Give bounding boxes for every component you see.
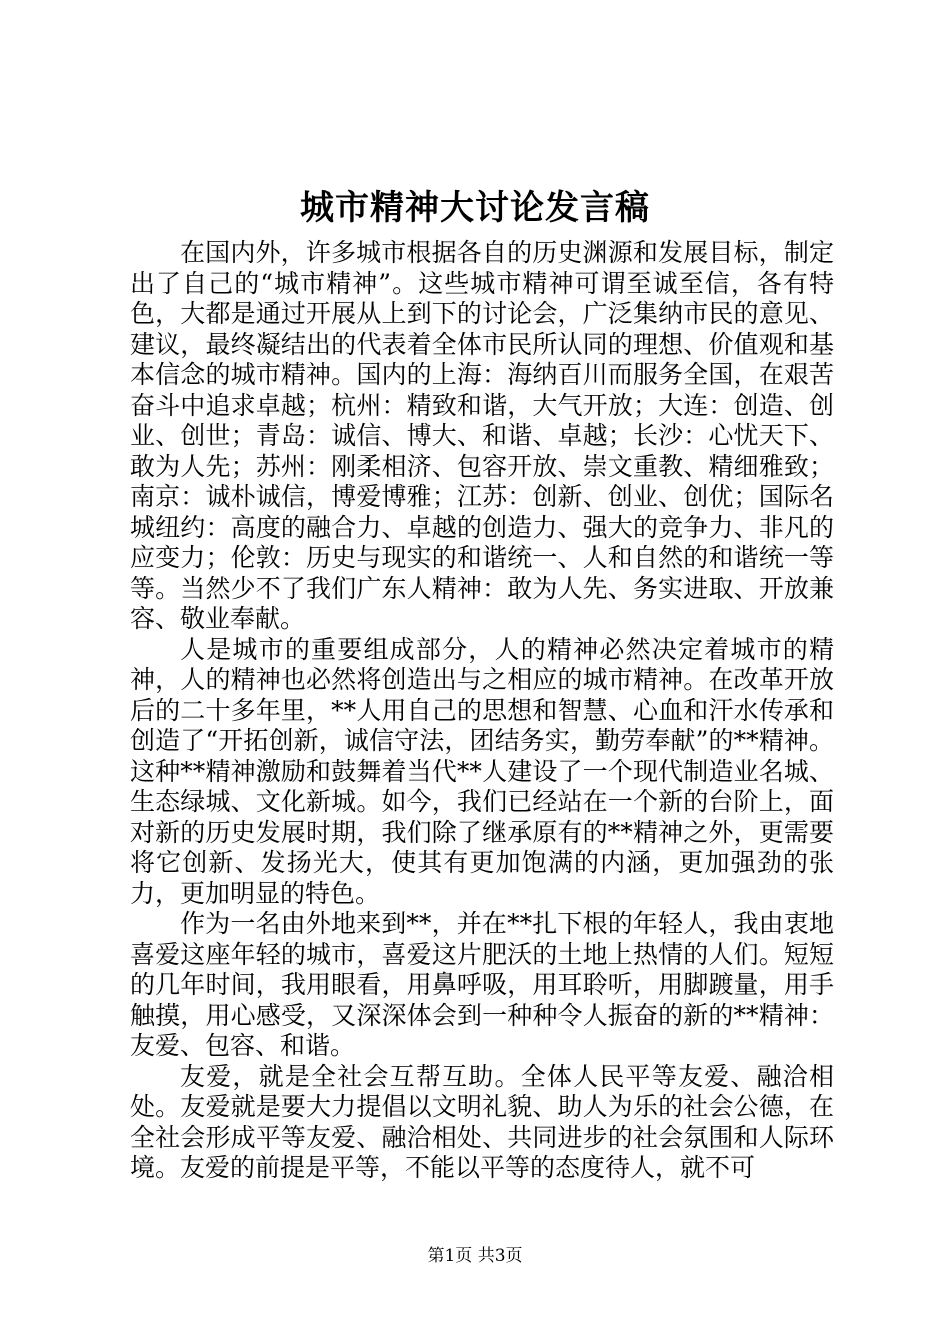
page-footer: 第1页 共3页 bbox=[427, 1246, 523, 1266]
paragraph: 人是城市的重要组成部分，人的精神必然决定着城市的精神，人的精神也必然将创造出与之相应的城市精神。在改革开放后的二十多年里，**人用自己的思想和智慧、心血和汗水传承和创造了“开拓创新，诚信守法，团结务实，勤劳奉献”的**精神。这种**精神激励和鼓舞着当代**人建设了一个现代制造业名城、生态绿城、文化新城。如今，我们已经站在一个新的台阶上，面对新的历史发展时期，我们除了继承原有的**精神之外，更需要将它创新、发扬光大，使其有更加饱满的内涵，更加强劲的张力，更加明显的特色。 bbox=[130, 634, 834, 908]
document-body bbox=[130, 238, 834, 1184]
paragraph: 作为一名由外地来到**，并在**扎下根的年轻人，我由衷地喜爱这座年轻的城市，喜爱这片肥沃的土地上热情的人们。短短的几年时间，我用眼看，用鼻呼吸，用耳聆听，用脚踱量，用手触摸，用心感受，又深深体会到一种种令人振奋的新的**精神：友爱、包容、和谐。 bbox=[130, 909, 834, 1060]
paragraph: 在国内外，许多城市根据各自的历史渊源和发展目标，制定出了自己的“城市精神”。这些城市精神可谓至诚至信，各有特色，大都是通过开展从上到下的讨论会，广泛集纳市民的意见、建议，最终凝结出的代表着全体市民所认同的理想、价值观和基本信念的城市精神。国内的上海：海纳百川而服务全国，在艰苦奋斗中追求卓越；杭州：精致和谐，大气开放；大连：创造、创业、创世；青岛：诚信、博大、和谐、卓越；长沙：心忧天下、敢为人先；苏州：刚柔相济、包容开放、崇文重教、精细雅致；南京：诚朴诚信，博爱博雅；江苏：创新、创业、创优；国际名城纽约：高度的融合力、卓越的创造力、强大的竞争力、非凡的应变力；伦敦：历史与现实的和谐统一、人和自然的和谐统一等等。当然少不了我们广东人精神：敢为人先、务实进取、开放兼容、敬业奉献。 bbox=[130, 238, 834, 633]
document-title: 城市精神大讨论发言稿 bbox=[300, 188, 650, 228]
paragraph: 友爱，就是全社会互帮互助。全体人民平等友爱、融洽相处。友爱就是要大力提倡以文明礼貌、助人为乐的社会公德，在全社会形成平等友爱、融洽相处、共同进步的社会氛围和人际环境。友爱的前提是平等，不能以平等的态度待人，就不可 bbox=[130, 1061, 834, 1182]
